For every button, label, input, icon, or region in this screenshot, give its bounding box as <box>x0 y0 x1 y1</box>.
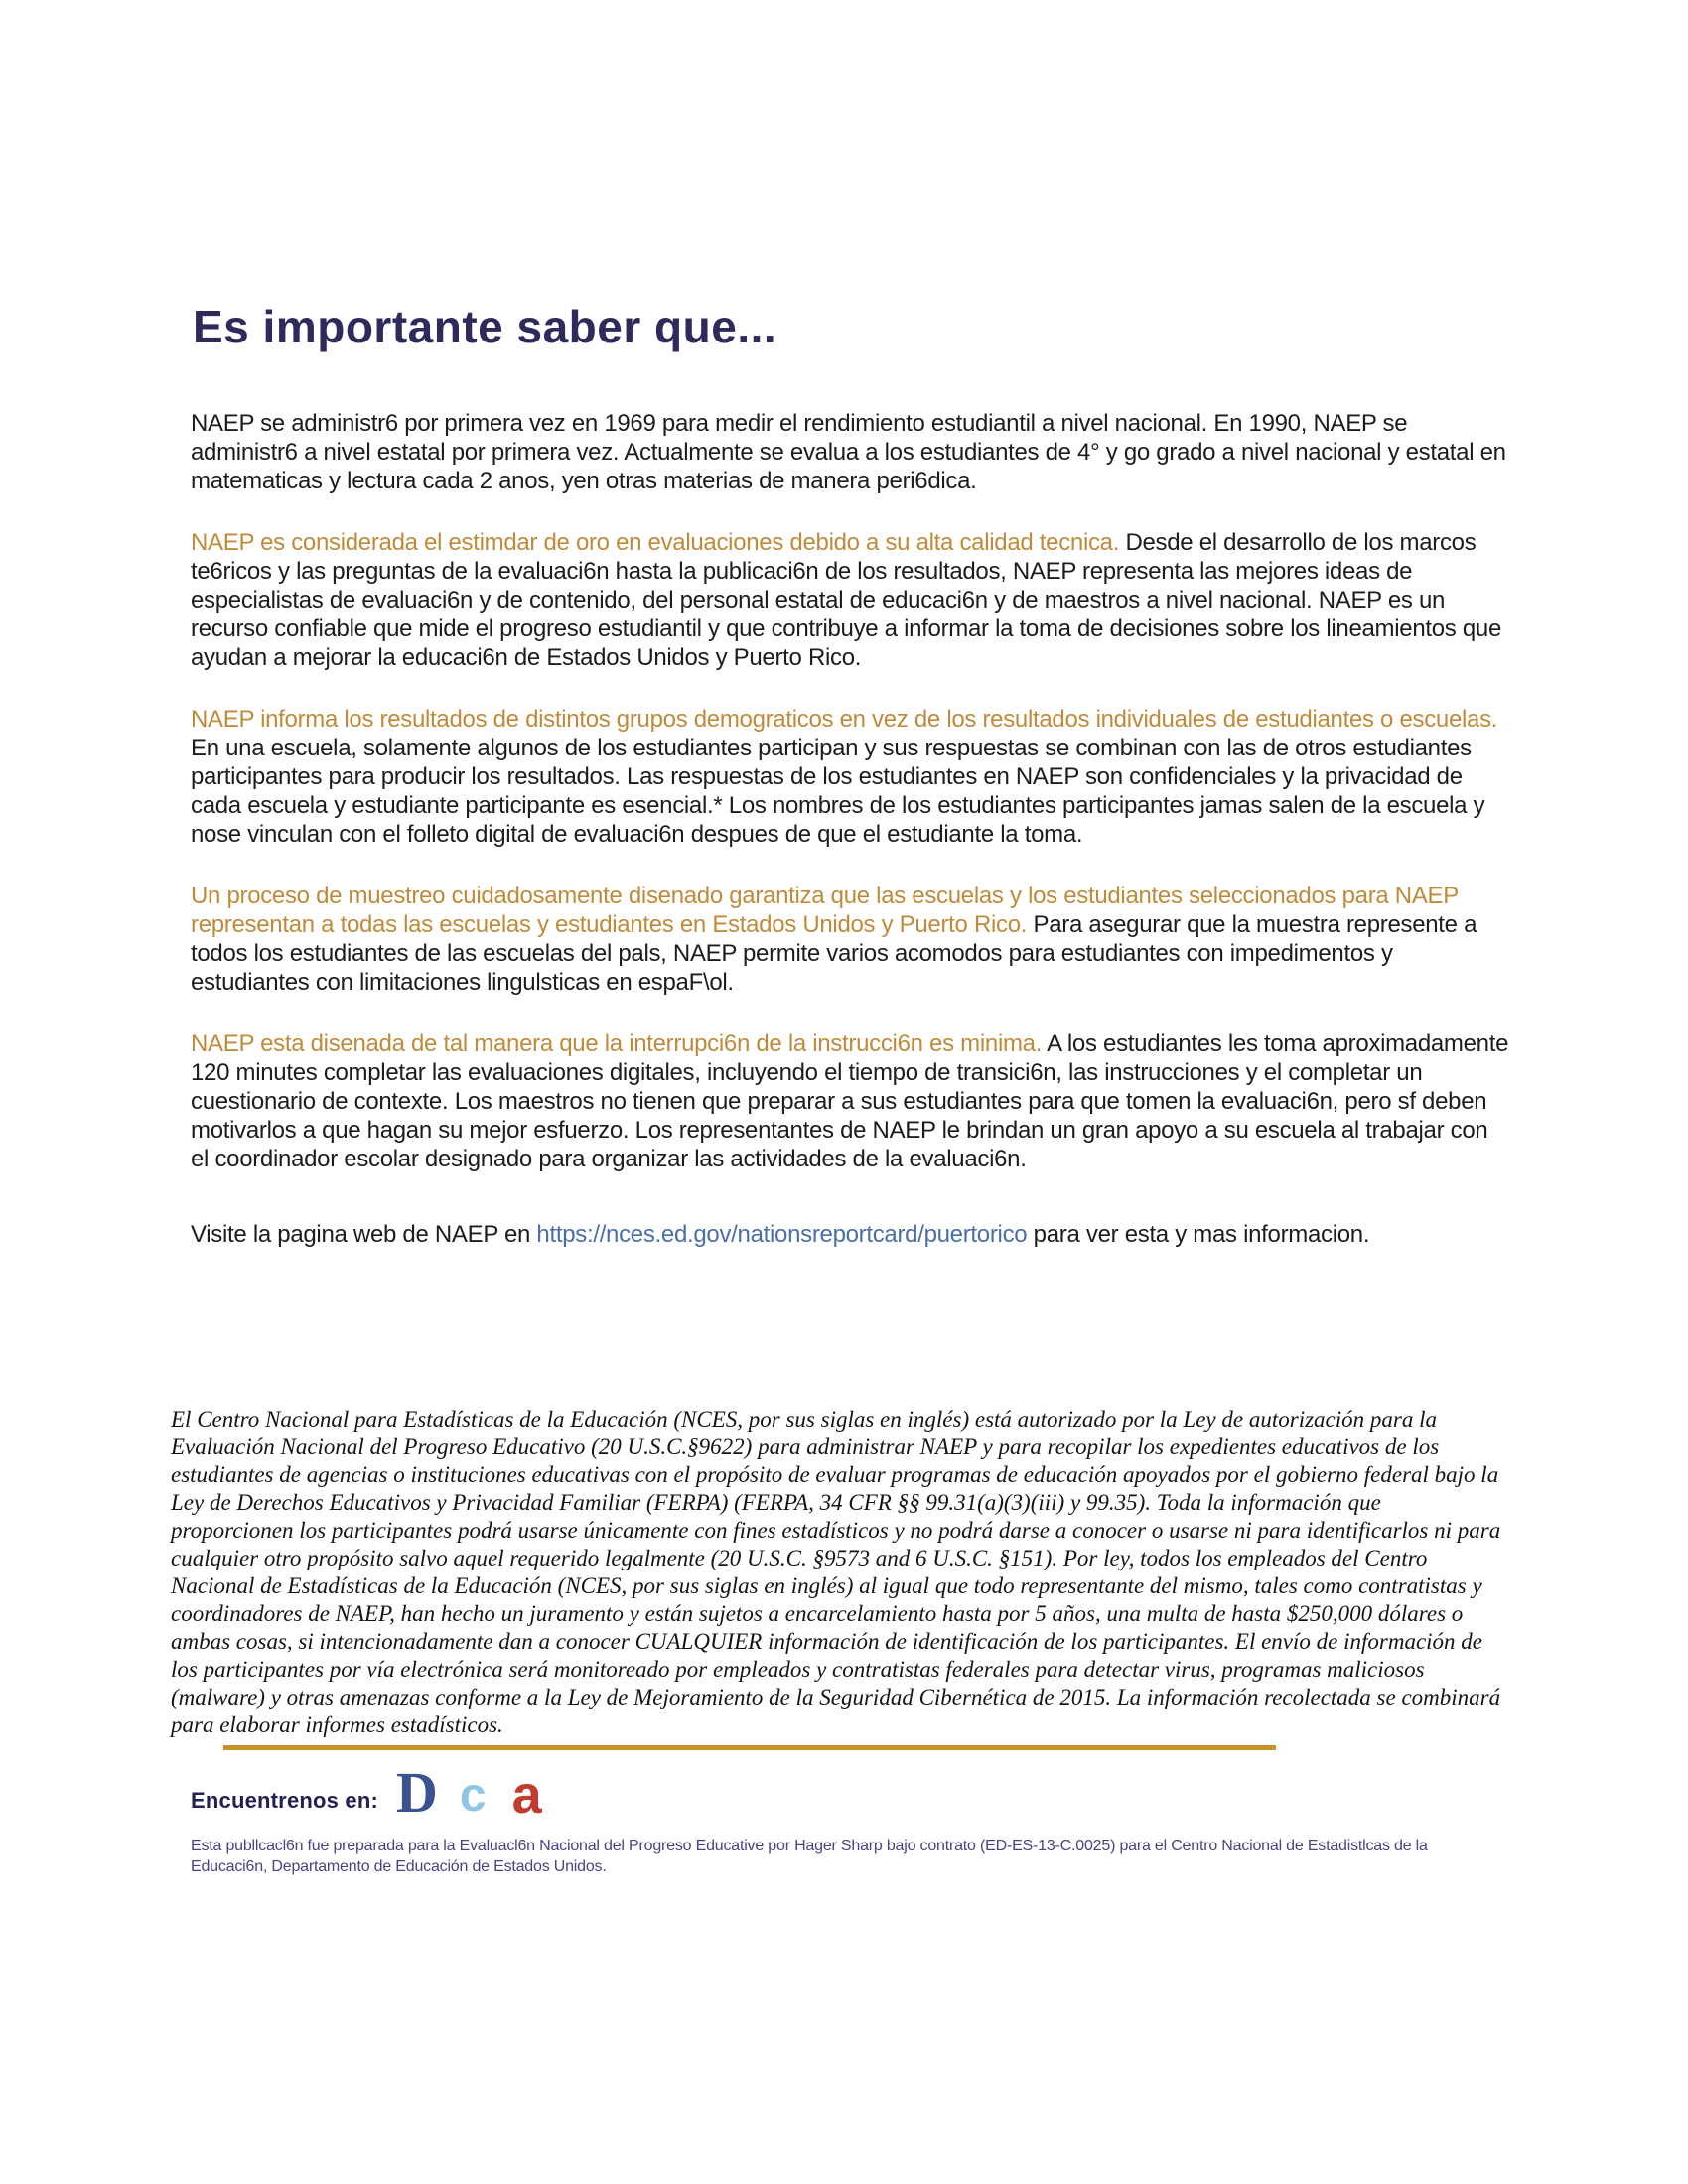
gold-divider <box>223 1745 1276 1750</box>
website-note <box>191 1220 1509 1249</box>
paragraph-body: Para asegurar que la muestra represente a todos los estudiantes de las escuelas del pals, NAEP permite varios acomodos para estudiantes con impedimentos y estudiantes con limitaciones lingulsticas en espaF\ol. <box>191 911 1477 996</box>
find-us-row <box>191 1760 1509 1825</box>
website-note-prefix: Visite la pagina web de NAEP en <box>191 1221 537 1248</box>
paragraph-lead: NAEP esta disenada de tal manera que la interrupci6n de la instrucci6n es minima. <box>191 1030 1043 1057</box>
paragraph-lead: Un proceso de muestreo cuidadosamente disenado garantiza que las escuelas y los estudiantes seleccionados para NAEP representan a todas las escuelas y estudiantes en Estados Unidos y Puerto Rico. <box>191 883 1459 938</box>
paragraph-lead: NAEP informa los resultados de distintos grupos demograticos en vez de los resultados individuales de estudiantes o escuelas. <box>191 706 1498 733</box>
paragraph-history <box>191 409 1509 495</box>
website-note-suffix: para ver esta y mas informacion. <box>1027 1221 1370 1248</box>
paragraph-minimal-disruption <box>191 1029 1509 1173</box>
paragraph-body: A los estudiantes les toma aproximadamente 120 minutes completar las evaluaciones digitales, incluyendo el tiempo de transici6n, las instrucciones y el completar un cuestionario de contexte. Los maestros no tienen que preparar a sus estudiantes para que tomen la evaluaci6n, pero sf deben motivarlos a que hagan su mejor esfuerzo. Los representantes de NAEP le brindan un gran apoyo a su escuela al trabajar con el coordinador escolar designado para organizar las actividades de la evaluaci6n. <box>191 1030 1509 1172</box>
paragraph-sampling <box>191 882 1509 997</box>
paragraph-gold-standard <box>191 528 1509 672</box>
paragraph-body: NAEP se administr6 por primera vez en 1969 para medir el rendimiento estudiantil a nivel nacional. En 1990, NAEP se administr6 a nivel estatal por primera vez. Actualmente se evalua a los estudiantes de 4° y go grado a nivel nacional y estatal en matematicas y lectura cada 2 anos, yen otras materias de manera peri6dica. <box>191 410 1506 494</box>
naep-website-link[interactable]: https://nces.ed.gov/nationsreportcard/puertorico <box>536 1221 1028 1248</box>
find-us-label: Encuentrenos en: <box>191 1788 379 1813</box>
body-paragraphs <box>191 409 1509 1173</box>
page-title: Es importante saber que... <box>193 301 777 352</box>
social-letter-d-icon[interactable]: D <box>396 1760 438 1825</box>
social-letter-c-icon[interactable]: c <box>459 1769 487 1822</box>
legal-disclaimer: El Centro Nacional para Estadísticas de la Educación (NCES, por sus siglas en inglés) está autorizado por la Ley de autorización para la Evaluación Nacional del Progreso Educativo (20 U.S.C.§9622) para administrar NAEP y para recopilar los expedientes educativos de los estudiantes de agencias o instituciones educativas con el propósito de evaluar programas de educación apoyados por el gobierno federal bajo la Ley de Derechos Educativos y Privacidad Familiar (FERPA) (FERPA, 34 CFR §§ 99.31(a)(3)(iii) y 99.35). Toda la información que proporcionen los participantes podrá usarse únicamente con fines estadísticos y no podrá darse a conocer o usarse ni para identificarlos ni para cualquier otro propósito salvo aquel requerido legalmente (20 U.S.C. §9573 and 6 U.S.C. §151). Por ley, todos los empleados del Centro Nacional de Estadísticas de la Educación (NCES, por sus siglas en inglés) al igual que todo representante del mismo, tales como contratistas y coordinadores de NAEP, han hecho un juramento y están sujetos a encarcelamiento hasta por 5 años, una multa de hasta $250,000 dólares o ambas cosas, si intencionadamente dan a conocer CUALQUIER información de identificación de los participantes. El envío de información de los participantes por vía electrónica será monitoreado por empleados y contratistas federales para detectar virus, programas maliciosos (malware) y otras amenazas conforme a la Ley de Mejoramiento de la Seguridad Cibernética de 2015. La información recolectada se combinará para elaborar informes estadísticos. <box>171 1407 1501 1737</box>
social-letter-a-icon[interactable]: a <box>511 1765 542 1825</box>
paragraph-body: Desde el desarrollo de los marcos te6ricos y las preguntas de la evaluaci6n hasta la publicaci6n de los resultados, NAEP representa las mejores ideas de especialistas de evaluaci6n y de contenido, del personal estatal de educaci6n y de maestros a nivel nacional. NAEP es un recurso confiable que mide el progreso estudiantil y que contribuye a informar la toma de decisiones sobre los lineamientos que ayudan a mejorar la educaci6n de Estados Unidos y Puerto Rico. <box>191 529 1501 671</box>
paragraph-body: En una escuela, solamente algunos de los estudiantes participan y sus respuestas se combinan con las de otros estudiantes participantes para producir los resultados. Las respuestas de los estudiantes en NAEP son confidenciales y la privacidad de cada escuela y estudiante participante es esencial.* Los nombres de los estudiantes participantes jamas salen de la escuela y nose vinculan con el folleto digital de evaluaci6n despues de que el estudiante la toma. <box>191 735 1485 848</box>
paragraph-group-results <box>191 705 1509 849</box>
publication-credit: Esta publlcacl6n fue preparada para la Evaluacl6n Nacional del Progreso Educative por Hager Sharp bajo contrato (ED-ES-13-C.0025) para el Centro Nacional de Estadistlcas de la Educaci6n, Departamento de Educación de Estados Unidos. <box>191 1838 1428 1875</box>
paragraph-lead: NAEP es considerada el estimdar de oro en evaluaciones debido a su alta calidad tecnica. <box>191 529 1120 556</box>
